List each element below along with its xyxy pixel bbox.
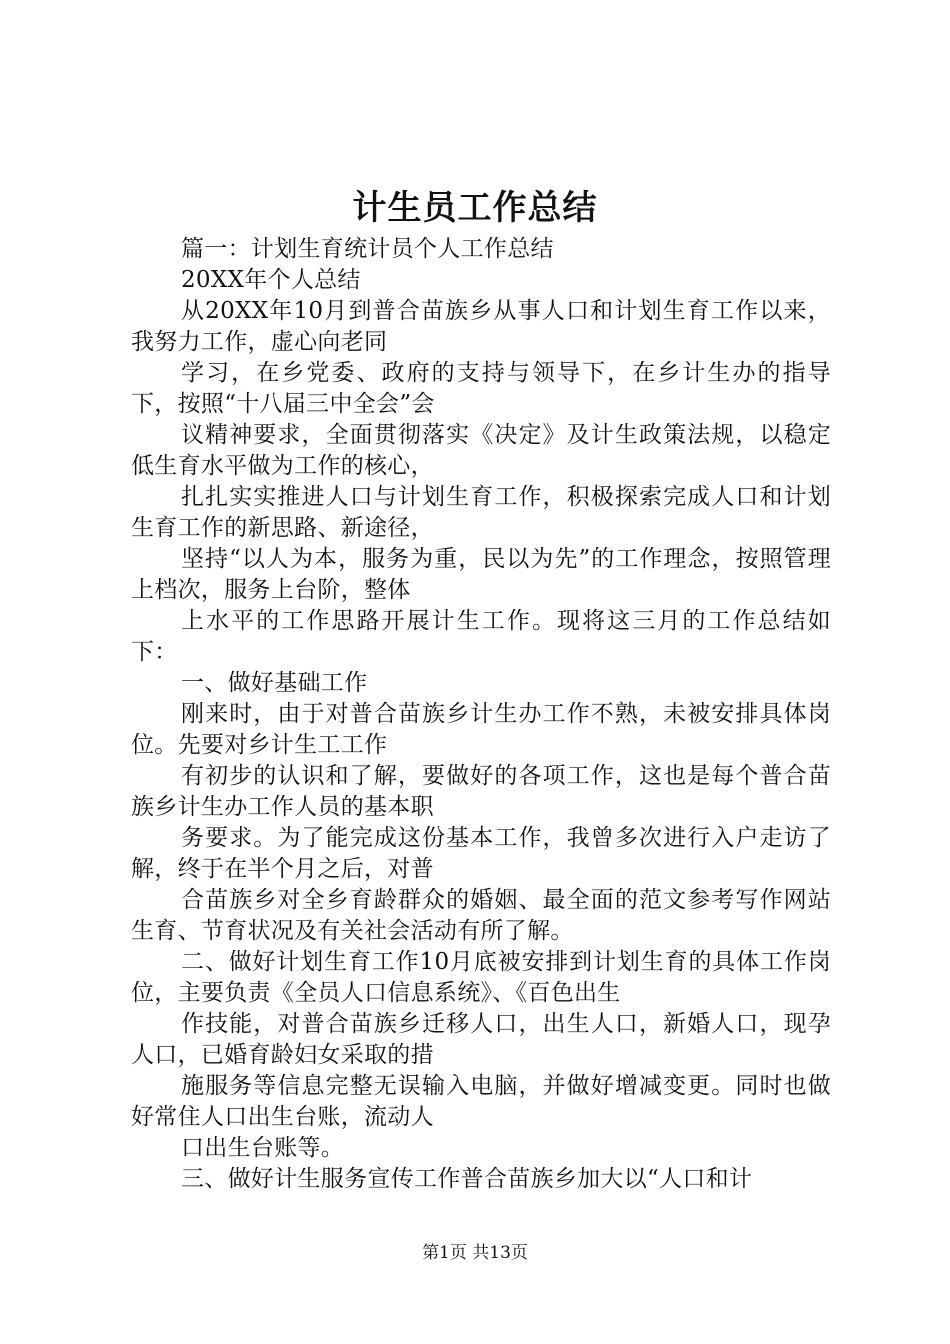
document-body <box>131 234 831 1195</box>
paragraph: 刚来时，由于对普合苗族乡计生办工作不熟，未被安排具体岗位。先要对乡计生工工作 <box>131 701 831 758</box>
paragraph: 口出生台账等。 <box>181 1135 345 1161</box>
paragraph: 学习，在乡党委、政府的支持与领导下，在乡计生办的指导下，按照“十八届三中全会”会 <box>131 360 831 417</box>
page-footer: 第1页 共13页 <box>422 1243 528 1263</box>
paragraph: 篇一：计划生育统计员个人工作总结 <box>181 236 554 262</box>
document-title: 计生员工作总结 <box>352 188 598 228</box>
paragraph: 从20XX年10月到普合苗族乡从事人口和计划生育工作以来，我努力工作，虚心向老同 <box>131 298 831 355</box>
paragraph: 二、做好计划生育工作10月底被安排到计划生育的具体工作岗位，主要负责《全员人口信息系统》、《百色出生 <box>131 949 831 1006</box>
paragraph: 上水平的工作思路开展计生工作。现将这三月的工作总结如下： <box>131 608 831 665</box>
paragraph: 务要求。为了能完成这份基本工作，我曾多次进行入户走访了解，终于在半个月之后，对普 <box>131 825 831 882</box>
paragraph: 作技能，对普合苗族乡迁移人口，出生人口，新婚人口，现孕人口，已婚育龄妇女采取的措 <box>131 1011 831 1068</box>
paragraph: 有初步的认识和了解，要做好的各项工作，这也是每个普合苗族乡计生办工作人员的基本职 <box>131 763 831 820</box>
paragraph: 扎扎实实推进人口与计划生育工作，积极探索完成人口和计划生育工作的新思路、新途径， <box>131 484 831 541</box>
paragraph: 坚持“以人为本，服务为重，民以为先”的工作理念，按照管理上档次，服务上台阶，整体 <box>131 546 831 603</box>
paragraph: 三、做好计生服务宣传工作普合苗族乡加大以“人口和计 <box>181 1166 753 1192</box>
paragraph: 议精神要求，全面贯彻落实《决定》及计生政策法规，以稳定低生育水平做为工作的核心， <box>131 422 831 479</box>
paragraph: 合苗族乡对全乡育龄群众的婚姻、最全面的范文参考写作网站生育、节育状况及有关社会活动有所了解。 <box>131 887 831 944</box>
section-heading: 一、做好基础工作 <box>181 670 368 696</box>
paragraph: 20XX年个人总结 <box>181 267 361 293</box>
paragraph: 施服务等信息完整无误输入电脑，并做好增减变更。同时也做好常住人口出生台账，流动人 <box>131 1073 831 1130</box>
